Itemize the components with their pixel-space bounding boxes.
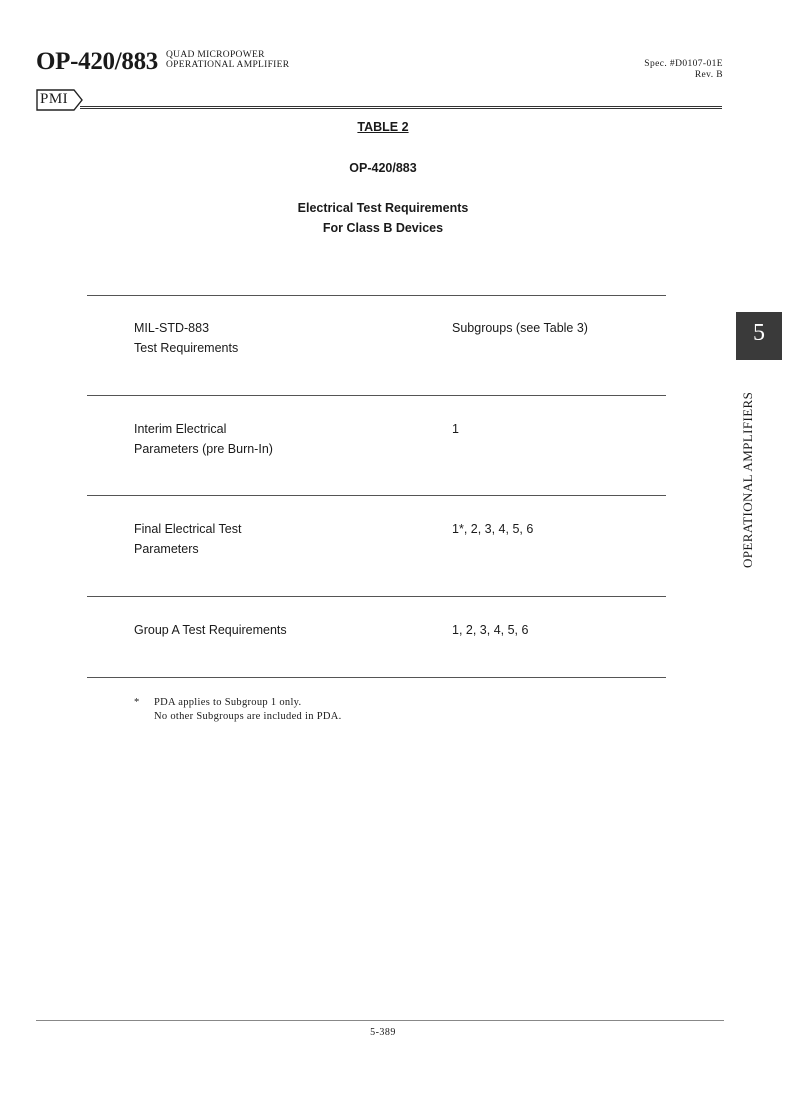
table-header-subgroups: Subgroups (see Table 3) — [452, 321, 588, 335]
section-label: OPERATIONAL AMPLIFIERS — [740, 391, 755, 568]
table-row-value: 1 — [452, 422, 459, 436]
row-label-line2: Parameters — [134, 542, 199, 556]
page-number: 5-389 — [370, 1027, 396, 1038]
section-number: 5 — [753, 320, 765, 346]
table-rule — [87, 495, 666, 496]
spec-number: Spec. #D0107-01E — [644, 59, 723, 69]
header-rule-secondary — [80, 108, 722, 109]
header-line2: Test Requirements — [134, 341, 239, 355]
footnote-marker: * — [134, 697, 140, 708]
spec-block — [644, 59, 723, 81]
table-row-label — [134, 519, 241, 559]
subtitle-line2: OPERATIONAL AMPLIFIER — [166, 60, 290, 70]
table-label: TABLE 2 — [357, 120, 409, 134]
logo-text: PMI — [40, 91, 69, 107]
table-row-label — [134, 620, 287, 640]
subtitle-line1: QUAD MICROPOWER — [166, 50, 265, 60]
table-rule — [87, 395, 666, 396]
header-line1: MIL-STD-883 — [134, 321, 210, 335]
section-label-wrap — [738, 372, 758, 568]
table-part-number: OP-420/883 — [349, 161, 417, 175]
table-title-line2: For Class B Devices — [322, 221, 444, 235]
table-row-value: 1*, 2, 3, 4, 5, 6 — [452, 522, 534, 536]
footnote-line2: No other Subgroups are included in PDA. — [154, 711, 342, 722]
device-subtitle — [166, 50, 289, 70]
row-label-line1: Group A Test Requirements — [134, 623, 287, 637]
footer-rule — [36, 1020, 724, 1021]
table-row-label — [134, 419, 273, 459]
spec-revision: Rev. B — [694, 70, 723, 80]
table-row-value: 1, 2, 3, 4, 5, 6 — [452, 623, 529, 637]
row-label-line2: Parameters (pre Burn-In) — [134, 442, 273, 456]
header-rule — [80, 106, 722, 107]
table-rule — [87, 295, 666, 296]
table-title-line1: Electrical Test Requirements — [297, 201, 469, 215]
row-label-line1: Final Electrical Test — [134, 522, 242, 536]
table-rule — [87, 677, 666, 678]
footnote-line1: PDA applies to Subgroup 1 only. — [154, 697, 302, 708]
table-header-requirements — [134, 318, 238, 358]
table-rule — [87, 596, 666, 597]
row-label-line1: Interim Electrical — [134, 422, 227, 436]
part-number: OP-420/883 — [36, 48, 158, 75]
